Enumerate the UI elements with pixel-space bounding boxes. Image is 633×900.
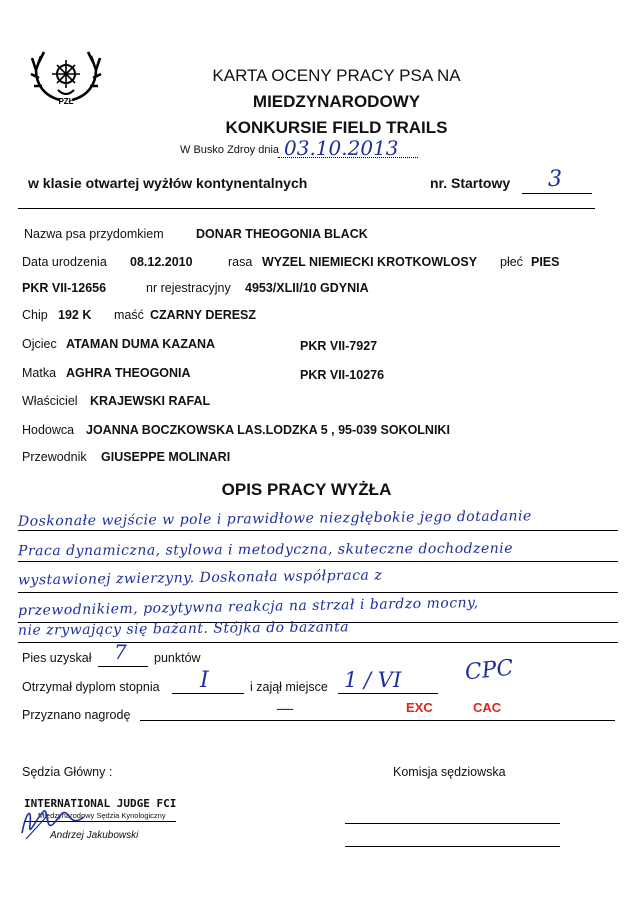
desc-hand-line-5: nie zrywający się bażant. Stójka do bażanta	[17, 619, 350, 639]
diploma-label: Otrzymał dyplom stopnia	[22, 680, 160, 694]
award-label: Przyznano nagrodę	[22, 708, 131, 722]
mother-value: AGHRA THEOGONIA	[66, 366, 191, 380]
desc-line-3	[18, 592, 618, 593]
points-unit: punktów	[154, 651, 201, 665]
desc-hand-line-2: Praca dynamiczna, stylowa i metodyczna, skuteczne dochodzenie	[17, 540, 514, 560]
place-hand: 1 / VI	[344, 668, 402, 692]
mother-label: Matka	[22, 366, 57, 380]
reg-value: 4953/XLII/10 GDYNIA	[245, 281, 369, 295]
place-line	[338, 693, 438, 694]
cpc-hand: CPC	[463, 655, 515, 686]
place-label: i zajął miejsce	[250, 680, 328, 694]
father-pkr: PKR VII-7927	[300, 339, 378, 353]
breed-value: WYZEL NIEMIECKI KROTKOWLOSY	[262, 255, 478, 269]
title-line-1: KARTA OCENY PRACY PSA NA	[212, 66, 461, 85]
mother-pkr: PKR VII-10276	[300, 368, 385, 382]
desc-hand-line-4: przewodnikiem, pozytywna reakcja na strzał i bardzo mocny,	[17, 594, 479, 620]
name-value: DONAR THEOGONIA BLACK	[196, 227, 368, 241]
reg-label: nr rejestracyjny	[146, 281, 231, 295]
desc-line-1	[18, 530, 618, 531]
chief-judge-label: Sędzia Główny :	[22, 765, 113, 779]
birth-value: 08.12.2010	[130, 255, 193, 269]
commission-line-1	[345, 823, 560, 824]
description-heading: OPIS PRACY WYŻŁA	[221, 480, 392, 499]
title-line-3: KONKURSIE FIELD TRAILS	[225, 118, 448, 137]
color-label: maść	[114, 308, 144, 322]
handler-label: Przewodnik	[22, 450, 87, 464]
commission-line-2	[345, 846, 560, 847]
handler-value: GIUSEPPE MOLINARI	[101, 450, 231, 464]
title-line-2: MIEDZYNARODOWY	[252, 92, 421, 111]
start-number-hand: 3	[548, 167, 562, 192]
desc-hand-line-3: wystawionej zwierzyny. Doskonała współpraca z	[17, 567, 383, 589]
breeder-value: JOANNA BOCZKOWSKA LAS.LODZKA 5 , 95-039 SOKOLNIKI	[86, 423, 450, 437]
color-value: CZARNY DERESZ	[150, 308, 257, 322]
diploma-line	[172, 693, 244, 694]
sex-label: płeć	[500, 255, 523, 269]
father-value: ATAMAN DUMA KAZANA	[66, 337, 216, 351]
owner-label: Właściciel	[22, 394, 78, 408]
cac-badge: CAC	[473, 700, 502, 715]
desc-hand-line-1: Doskonałe wejście w pole i prawidłowe niezgłębokie jego dotadanie	[17, 508, 532, 530]
points-hand: 7	[114, 640, 127, 664]
start-number-label: nr. Startowy	[430, 175, 511, 191]
sex-value: PIES	[531, 255, 560, 269]
chip-label: Chip	[22, 308, 48, 322]
points-label: Pies uzyskał	[22, 651, 92, 665]
start-number-line	[522, 193, 592, 194]
commission-label: Komisja sędziowska	[393, 765, 506, 779]
award-line	[140, 720, 615, 721]
desc-line-5	[18, 642, 618, 643]
breeder-label: Hodowca	[22, 423, 75, 437]
place-date-label: W Busko Zdroy dnia	[180, 144, 280, 156]
breed-label: rasa	[228, 255, 253, 269]
pkr-value: PKR VII-12656	[22, 281, 107, 295]
owner-value: KRAJEWSKI RAFAL	[90, 394, 211, 408]
points-line	[98, 666, 148, 667]
diploma-hand: I	[200, 668, 209, 693]
award-hand: —	[276, 698, 294, 719]
date-hand: 03.10.2013	[284, 136, 399, 160]
chip-value: 192 K	[58, 308, 92, 322]
exc-badge: EXC	[406, 700, 433, 715]
father-label: Ojciec	[22, 337, 57, 351]
class-label: w klasie otwartej wyżłów kontynentalnych	[28, 175, 308, 191]
logo-text: PZŁ	[58, 97, 74, 106]
judge-signature	[18, 795, 138, 845]
judge-stamp-line-2: Międzynarodowy Sędzia Kynologiczny	[38, 811, 166, 820]
birth-label: Data urodzenia	[22, 255, 107, 269]
desc-line-2	[18, 561, 618, 562]
separator-line	[18, 208, 595, 209]
judge-stamp-name: Andrzej Jakubowski	[50, 830, 139, 841]
judge-stamp-line-1: INTERNATIONAL JUDGE FCI	[24, 797, 177, 810]
name-label: Nazwa psa przydomkiem	[24, 227, 164, 241]
